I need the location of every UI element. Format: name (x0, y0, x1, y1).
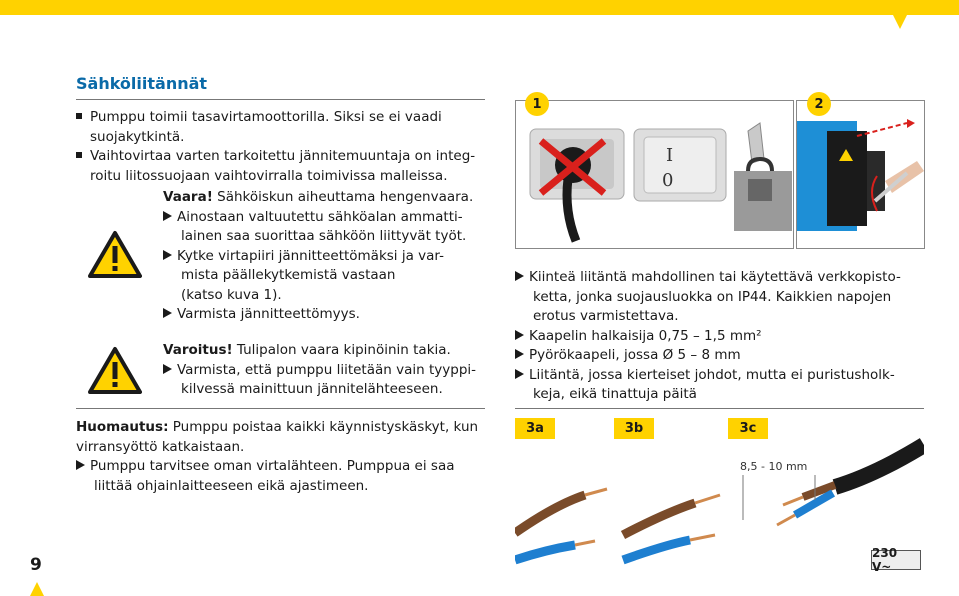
bullet-arrow-icon (515, 330, 524, 340)
figure-3-illustration (515, 425, 924, 570)
warning-rule (76, 408, 485, 409)
bullet-arrow-icon (76, 460, 85, 470)
warning-triangle-icon (88, 230, 142, 278)
right-rule (515, 408, 924, 409)
figure-2-badge: 2 (807, 92, 831, 116)
intro-bullet-2: Vaihtovirtaa varten tarkoitettu jännitemuuntaja on integ- roitu liitossuojaan vaihtovirralla toimivissa malleissa. (76, 147, 475, 186)
warning1-block: Vaara! Sähköiskun aiheuttama hengenvaara. Ainostaan valtuutettu sähköalan ammatti- lainen saa suorittaa sähköön liittyvät työt. Kytke virtapiiri jännitteettömäksi ja var- mista päällekytkemistä vastaan (katso kuva 1). Varmista jännitteettömyys. (163, 189, 474, 322)
warning-triangle-icon (88, 346, 142, 394)
top-yellow-bar (0, 0, 959, 15)
bullet-arrow-icon (163, 364, 172, 374)
title-rule (76, 99, 485, 100)
note-block: Huomautus: Pumppu poistaa kaikki käynnistyskäskyt, kun virransyöttö katkaistaan. Pumppu tarvitsee oman virtalähteen. Pumppua ei saa liittää ohjainlaitteeseen eikä ajastimeen. (76, 419, 479, 494)
bullet-arrow-icon (515, 271, 524, 281)
figure-3b-badge: 3b (614, 418, 654, 439)
bottom-marker-triangle (30, 582, 44, 596)
page-number: 9 (30, 555, 42, 575)
figure-2-illustration (797, 101, 924, 248)
bullet-square-icon (76, 152, 82, 158)
figure-1-isolation (515, 100, 794, 249)
switch-on-label: I (666, 145, 674, 166)
section-title: Sähköliitännät (76, 74, 208, 93)
bullet-arrow-icon (163, 308, 172, 318)
bullet-arrow-icon (163, 250, 172, 260)
bullet-arrow-icon (163, 211, 172, 221)
warning1-label: Vaara! (163, 189, 213, 205)
note-label: Huomautus: (76, 419, 169, 435)
bullet-square-icon (76, 113, 82, 119)
bullet-arrow-icon (515, 369, 524, 379)
switch-off-label: 0 (662, 170, 674, 191)
top-marker-triangle (893, 15, 907, 29)
figure-3-cables (515, 425, 924, 570)
figure-3c-badge: 3c (728, 418, 768, 439)
figure-3a-badge: 3a (515, 418, 555, 439)
figure-2-plug (796, 100, 925, 249)
figure-1-illustration (516, 101, 793, 248)
strip-length-label: 8,5 - 10 mm (740, 460, 808, 473)
requirements-list: Kiinteä liitäntä mahdollinen tai käytettävä verkkopisto- ketta, jonka suojausluokka on IP44. Kaikkien napojen erotus varmistettava. Kaapelin halkaisija 0,75 – 1,5 mm² Pyörökaapeli, jossa Ø 5 – 8 mm Liitäntä, jossa kierteiset johdot, mutta ei puristusholk- keja, eikä tinattuja päitä (515, 268, 901, 405)
warning2-block: Varoitus! Tulipalon vaara kipinöinin takia. Varmista, että pumppu liitetään vain tyyppi- kilvessä mainittuun jännitelähteeseen. (163, 342, 477, 397)
figure-1-badge: 1 (525, 92, 549, 116)
bullet-arrow-icon (515, 349, 524, 359)
intro-bullet-1: Pumppu toimii tasavirtamoottorilla. Siksi se ei vaadi suojakytkintä. (76, 108, 442, 147)
voltage-label: 230 V~ (871, 550, 921, 570)
warning2-label: Varoitus! (163, 342, 233, 358)
